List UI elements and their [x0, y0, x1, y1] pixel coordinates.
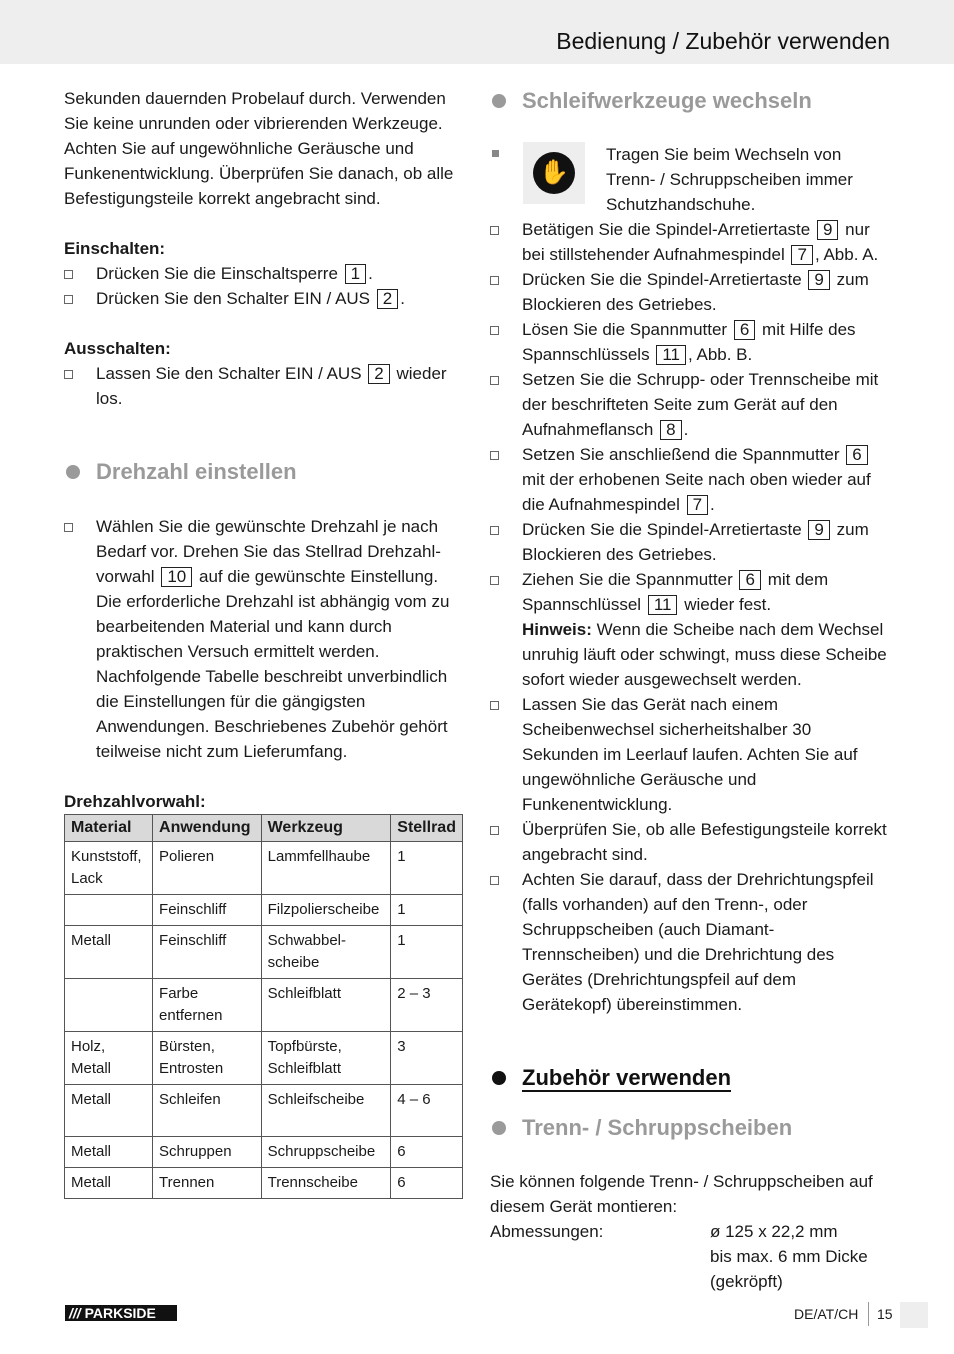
ref-box: 11 [656, 345, 686, 365]
hinweis-label: Hinweis: [522, 620, 592, 639]
trenn-paragraph: Sie können folgende Trenn- / Schruppscheiben auf diesem Gerät montieren: [490, 1172, 873, 1216]
col-header: Werkzeug [261, 815, 391, 842]
table-row: Metall Feinschliff Schwabbel-scheibe 1 [65, 926, 463, 979]
einschalten-heading: Einschalten: [64, 239, 166, 258]
page-header [0, 0, 954, 64]
section-zubehoer: Zubehör verwenden [490, 1063, 890, 1093]
page-number: 15 [877, 1306, 893, 1322]
ref-box: 11 [648, 595, 678, 615]
ref-box: 1 [345, 264, 366, 284]
table-row: Holz, Metall Bürsten, Entrosten Topfbürste, Schleifblatt 3 [65, 1032, 463, 1085]
ausschalten-heading: Ausschalten: [64, 339, 171, 358]
left-column [64, 86, 464, 1199]
list-item: Setzen Sie die Schrupp- oder Trennscheibe mit der beschrifteten Seite zum Gerät auf den Aufnahmeflansch 8 . [490, 367, 890, 442]
list-item: Drücken Sie die Spindel-Arretiertaste 9 zum Blockieren des Getriebes. [490, 267, 890, 317]
table-row: Kunststoff, Lack Polieren Lammfellhaube 1 [65, 842, 463, 895]
list-item: Achten Sie darauf, dass der Drehrichtungspfeil (falls vorhanden) auf den Trenn-, oder Schruppscheiben (auch Diamant-Trennscheiben) und die Drehrichtung des Gerätes (Drehrichtungspfeil auf dem Gerätekopf) übereinstimmen. [490, 867, 890, 1017]
square-bullet-icon [492, 150, 499, 157]
ref-box: 7 [687, 495, 708, 515]
ref-box: 6 [846, 445, 867, 465]
dimensions-label: Abmessungen: [490, 1222, 604, 1241]
dimensions: Abmessungen: ø 125 x 22,2 mm bis max. 6 mm Dicke (gekröpft) [490, 1222, 868, 1291]
intro-paragraph: Sekunden dauernden Probelauf durch. Verwenden Sie keine unrunden oder vibrierenden Werkzeuge. Achten Sie auf ungewöhnliche Geräusche und Funkenentwicklung. Überprüfen Sie danach, ob alle Befestigungsteile korrekt angebracht sind. [64, 89, 454, 208]
ref-box: 9 [808, 270, 829, 290]
section-drehzahl: Drehzahl einstellen [64, 457, 464, 487]
list-item: Wählen Sie die gewünschte Drehzahl je nach Bedarf vor. Drehen Sie das Stellrad Drehzahl-vorwahl 10 auf die gewünschte Einstellung. Die erforderliche Drehzahl ist abhängig vom zu bearbeitenden Material und kann durch praktischen Versuch ermittelt werden. Nachfolgende Tabelle beschreibt unverbindlich die Einstellungen für die gängigsten Anwendungen. Beschriebenes Zubehör gehört teilweise nicht zum Lieferumfang. [64, 514, 464, 764]
drehzahl-table [64, 814, 463, 1199]
ref-box: 8 [660, 420, 681, 440]
page-title: Bedienung / Zubehör verwenden [556, 28, 890, 54]
ref-box: 2 [368, 364, 389, 384]
list-item: Lösen Sie die Spannmutter 6 mit Hilfe des Spannschlüssels 11 , Abb. B. [490, 317, 890, 367]
table-row: Feinschliff Filzpolierscheibe 1 [65, 895, 463, 926]
section-wechseln: Schleifwerkzeuge wechseln [490, 86, 890, 116]
right-column [490, 86, 890, 1291]
country-code: DE/AT/CH [794, 1306, 859, 1322]
section-trenn: Trenn- / Schruppscheiben [490, 1113, 890, 1143]
glove-note: ✋ Tragen Sie beim Wechseln von Trenn- / Schruppscheiben immer Schutzhandschuhe. [490, 142, 890, 217]
bullet-dot-icon [492, 94, 506, 108]
footer-tab [900, 1302, 928, 1328]
ref-box: 6 [739, 570, 760, 590]
footer-divider [868, 1302, 869, 1326]
table-heading: Drehzahlvorwahl: [64, 792, 206, 811]
table-row: Metall Trennen Trennscheibe 6 [65, 1168, 463, 1199]
list-item: Lassen Sie das Gerät nach einem Scheibenwechsel sicherheitshalber 30 Sekunden im Leerlauf laufen. Achten Sie auf ungewöhnliche Geräusche und Funkenentwicklung. [490, 692, 890, 817]
list-item: Ziehen Sie die Spannmutter 6 mit dem Spannschlüssel 11 wieder fest. Hinweis: Wenn die Scheibe nach dem Wechsel unruhig läuft oder schwingt, muss diese Scheibe sofort wieder ausgewechselt werden. [490, 567, 890, 692]
col-header: Stellrad [391, 815, 463, 842]
list-item: Drücken Sie den Schalter EIN / AUS 2 . [64, 286, 464, 311]
table-row: Metall Schruppen Schruppscheibe 6 [65, 1137, 463, 1168]
list-item: Überprüfen Sie, ob alle Befestigungsteile korrekt angebracht sind. [490, 817, 890, 867]
ref-box: 9 [817, 220, 838, 240]
ref-box: 10 [161, 567, 192, 587]
bullet-dot-icon [492, 1071, 506, 1085]
bullet-dot-icon [492, 1121, 506, 1135]
col-header: Anwendung [153, 815, 262, 842]
glove-warning-icon: ✋ [523, 142, 585, 204]
bullet-dot-icon [66, 465, 80, 479]
ref-box: 9 [808, 520, 829, 540]
list-item: Drücken Sie die Einschaltsperre 1 . [64, 261, 464, 286]
ref-box: 7 [791, 245, 812, 265]
list-item: Betätigen Sie die Spindel-Arretiertaste 9 nur bei stillstehender Aufnahmespindel 7 , Abb. A. [490, 217, 890, 267]
table-row: Farbe entfernen Schleifblatt 2 – 3 [65, 979, 463, 1032]
hinweis-text: Wenn die Scheibe nach dem Wechsel unruhig läuft oder schwingt, muss diese Scheibe sofort wieder ausgewechselt werden. [522, 620, 887, 689]
ref-box: 2 [377, 289, 398, 309]
ref-box: 6 [734, 320, 755, 340]
list-item: Setzen Sie anschließend die Spannmutter 6 mit der erhobenen Seite nach oben wieder auf die Aufnahmespindel 7 . [490, 442, 890, 517]
table-row: Metall Schleifen Schleifscheibe 4 – 6 [65, 1085, 463, 1137]
list-item: Drücken Sie die Spindel-Arretiertaste 9 zum Blockieren des Getriebes. [490, 517, 890, 567]
parkside-logo: /// PARKSIDE [65, 1305, 177, 1321]
list-item: Lassen Sie den Schalter EIN / AUS 2 wieder los. [64, 361, 464, 411]
col-header: Material [65, 815, 153, 842]
table-header-row [65, 815, 463, 842]
